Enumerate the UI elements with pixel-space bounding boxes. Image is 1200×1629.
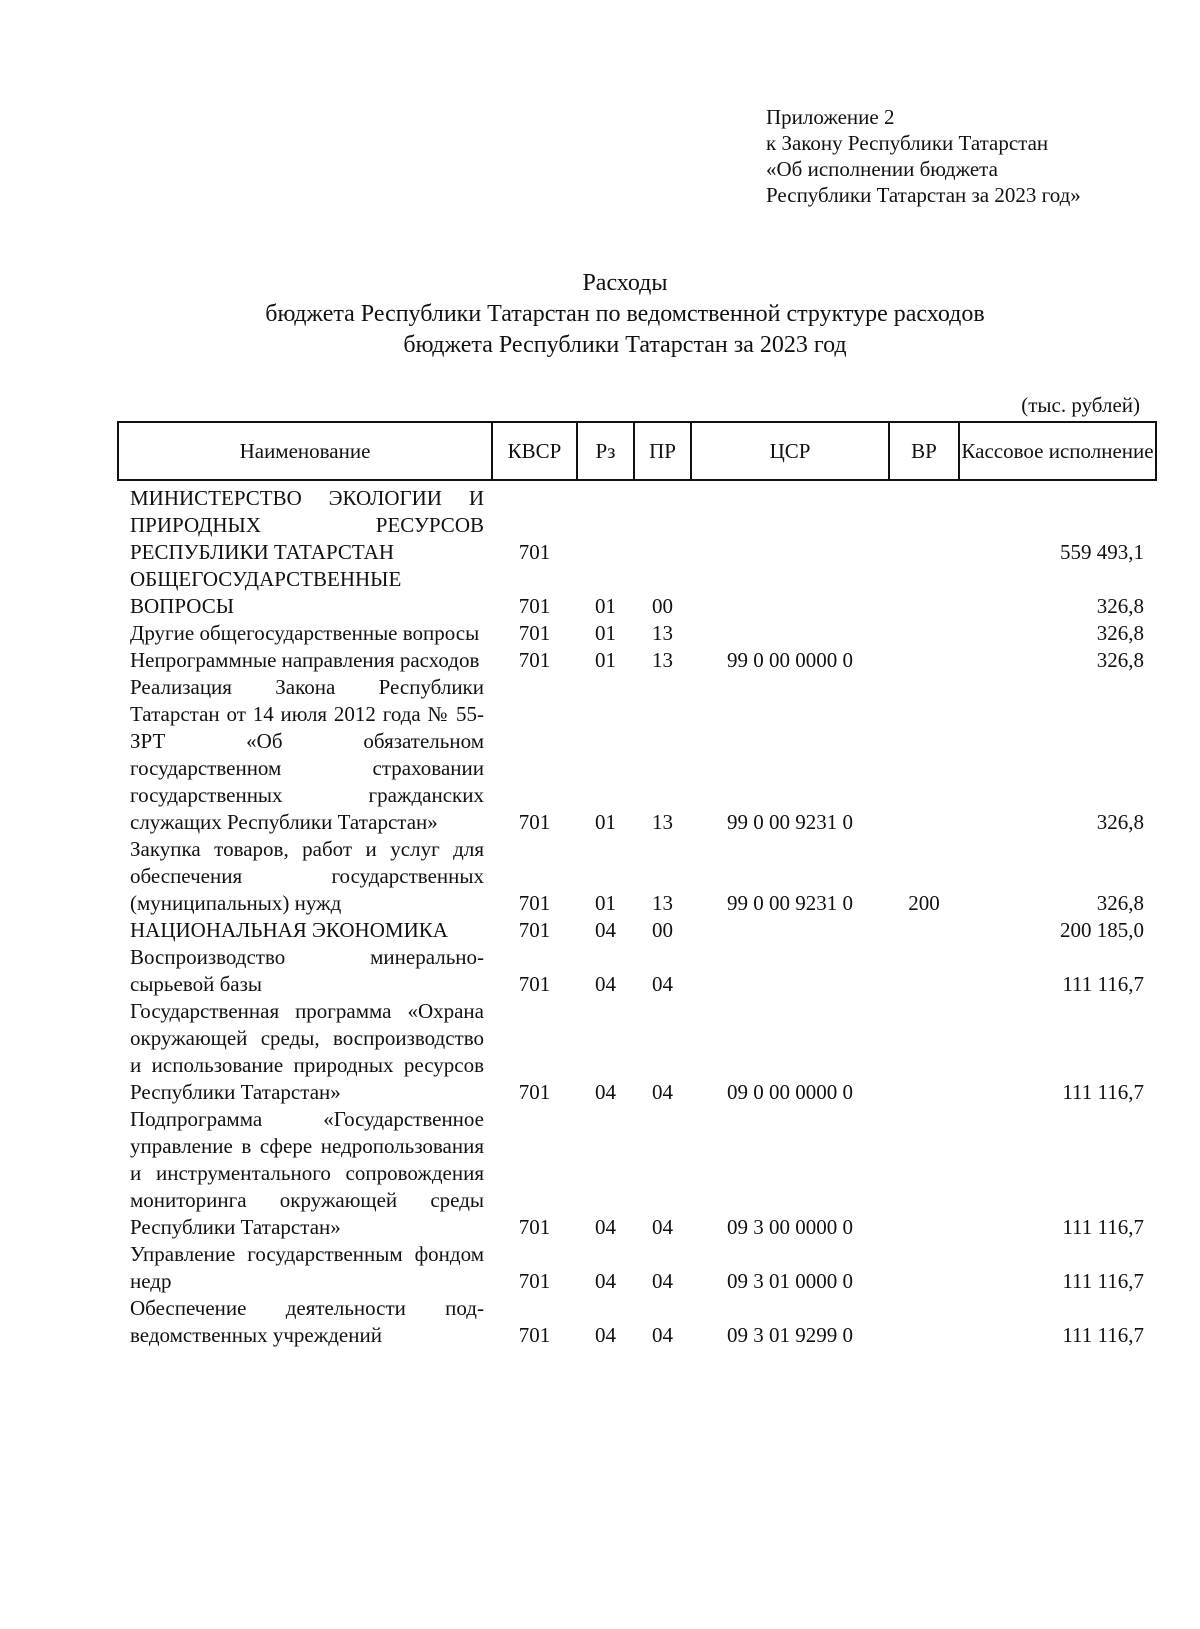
appendix-line: «Об исполнении бюджета — [766, 157, 998, 181]
cell-kvsr: 701 — [518, 891, 551, 915]
cell-vr — [889, 674, 959, 836]
cell-name: НАЦИОНАЛЬНАЯ ЭКОНОМИКА — [130, 918, 448, 942]
cell-vr — [889, 647, 959, 674]
cell-rz: 04 — [595, 1269, 616, 1293]
header-csr: ЦСР — [691, 422, 889, 480]
cell-vr — [889, 566, 959, 620]
cell-csr: 09 0 00 0000 0 — [727, 1080, 853, 1104]
cell-csr: 09 3 00 0000 0 — [727, 1215, 853, 1239]
cell-vr — [889, 620, 959, 647]
table-row — [118, 674, 1156, 836]
cell-name: Государственная программа «Охрана окружающей среды, воспроизводство и использование природных ресурсов Республики Татарстан» — [130, 999, 484, 1104]
table-row — [118, 620, 1156, 647]
cell-pr: 04 — [652, 972, 673, 996]
cell-rz: 04 — [595, 1080, 616, 1104]
cell-csr — [691, 917, 889, 944]
cell-rz: 01 — [595, 810, 616, 834]
cell-name: Подпрограмма «Государственное управление в сфере недропользования и инструментального сопровождения мониторинга окружающей среды Республики Татарстан» — [130, 1107, 484, 1239]
cell-rz: 04 — [595, 972, 616, 996]
cell-csr: 99 0 00 9231 0 — [727, 891, 853, 915]
cell-sum: 111 116,7 — [1062, 1269, 1144, 1293]
cell-kvsr: 701 — [518, 648, 551, 672]
cell-rz: 01 — [595, 648, 616, 672]
header-sum: Кассовое исполнение — [959, 422, 1156, 480]
table-body — [118, 480, 1156, 1349]
cell-sum: 326,8 — [1096, 594, 1144, 618]
cell-name: ОБЩЕГОСУДАРСТВЕННЫЕ ВОПРОСЫ — [130, 567, 402, 618]
cell-rz: 01 — [595, 594, 616, 618]
cell-sum: 111 116,7 — [1062, 1215, 1144, 1239]
cell-csr: 09 3 01 0000 0 — [727, 1269, 853, 1293]
cell-vr — [889, 998, 959, 1106]
cell-sum: 111 116,7 — [1062, 1323, 1144, 1347]
cell-csr: 09 3 01 9299 0 — [727, 1323, 853, 1347]
table-row — [118, 566, 1156, 620]
cell-pr: 13 — [652, 648, 673, 672]
cell-name: Управление государственным фондом недр — [130, 1242, 484, 1293]
units-label: (тыс. рублей) — [1021, 393, 1140, 417]
cell-csr — [691, 944, 889, 998]
cell-kvsr: 701 — [518, 918, 551, 942]
cell-rz: 01 — [595, 891, 616, 915]
cell-csr: 99 0 00 9231 0 — [727, 810, 853, 834]
cell-rz: 04 — [595, 1215, 616, 1239]
cell-pr: 04 — [652, 1269, 673, 1293]
cell-pr: 13 — [652, 621, 673, 645]
cell-vr — [889, 1295, 959, 1349]
cell-name: Обеспечение деятельности подведомственных учреждений — [130, 1296, 484, 1347]
cell-sum: 326,8 — [1096, 648, 1144, 672]
cell-pr — [634, 480, 691, 566]
cell-name: Непрограммные направления расходов — [130, 648, 480, 672]
header-rz: Рз — [577, 422, 634, 480]
title-line: бюджета Республики Татарстан за 2023 год — [403, 332, 847, 358]
table-row — [118, 917, 1156, 944]
cell-rz: 04 — [595, 1323, 616, 1347]
title-line: бюджета Республики Татарстан по ведомственной структуре расходов — [265, 301, 985, 327]
cell-pr: 13 — [652, 891, 673, 915]
cell-sum: 326,8 — [1096, 810, 1144, 834]
cell-kvsr: 701 — [518, 540, 551, 564]
cell-vr — [889, 1241, 959, 1295]
header-pr: ПР — [634, 422, 691, 480]
cell-pr: 04 — [652, 1323, 673, 1347]
cell-rz: 04 — [595, 918, 616, 942]
cell-kvsr: 701 — [518, 1269, 551, 1293]
expenditure-table — [117, 421, 1157, 1349]
header-kvsr: КВСР — [492, 422, 577, 480]
cell-vr — [889, 1106, 959, 1241]
cell-rz: 01 — [595, 621, 616, 645]
cell-sum: 326,8 — [1096, 891, 1144, 915]
cell-pr: 04 — [652, 1215, 673, 1239]
cell-kvsr: 701 — [518, 810, 551, 834]
cell-name: МИНИСТЕРСТВО ЭКОЛОГИИ И ПРИРОДНЫХ РЕСУРСОВ РЕСПУБЛИКИ ТАТАРСТАН — [130, 486, 484, 564]
header-name: Наименование — [118, 422, 492, 480]
cell-sum: 200 185,0 — [1060, 918, 1144, 942]
cell-kvsr: 701 — [518, 1080, 551, 1104]
cell-name: Реализация Закона Республики Татарстан от 14 июля 2012 года № 55-ЗРТ «Об обязательном государственном страховании государственных гражданских служащих Республики Татарстан» — [130, 675, 484, 834]
cell-vr — [889, 917, 959, 944]
title-line: Расходы — [582, 270, 668, 296]
table-row — [118, 1241, 1156, 1295]
cell-csr — [691, 566, 889, 620]
cell-pr: 13 — [652, 810, 673, 834]
cell-vr: 200 — [908, 891, 940, 915]
cell-pr: 04 — [652, 1080, 673, 1104]
table-row — [118, 480, 1156, 566]
appendix-line: к Закону Республики Татарстан — [766, 131, 1049, 155]
cell-sum: 559 493,1 — [1060, 540, 1144, 564]
cell-vr — [889, 944, 959, 998]
table-header — [118, 422, 1156, 480]
appendix-line: Приложение 2 — [766, 105, 895, 129]
cell-sum: 326,8 — [1096, 621, 1144, 645]
table-row — [118, 1106, 1156, 1241]
cell-sum: 111 116,7 — [1062, 972, 1144, 996]
table-row — [118, 647, 1156, 674]
cell-pr: 00 — [652, 594, 673, 618]
table-row — [118, 836, 1156, 917]
appendix-line: Республики Татарстан за 2023 год» — [766, 183, 1081, 207]
cell-kvsr: 701 — [518, 1215, 551, 1239]
table-row — [118, 1295, 1156, 1349]
document-title — [120, 268, 1130, 361]
appendix-note — [766, 104, 1081, 208]
cell-name: Другие общегосударственные вопросы — [130, 621, 480, 645]
cell-kvsr: 701 — [518, 621, 551, 645]
cell-rz — [577, 480, 634, 566]
cell-name: Закупка товаров, работ и услуг для обеспечения государственных (муниципальных) нужд — [130, 837, 484, 915]
cell-name: Воспроизводство минерально-сырьевой базы — [130, 945, 484, 996]
cell-kvsr: 701 — [518, 1323, 551, 1347]
cell-kvsr: 701 — [518, 972, 551, 996]
cell-csr — [691, 620, 889, 647]
table-row — [118, 998, 1156, 1106]
cell-pr: 00 — [652, 918, 673, 942]
cell-csr: 99 0 00 0000 0 — [727, 648, 853, 672]
cell-vr — [889, 480, 959, 566]
cell-csr — [691, 480, 889, 566]
cell-kvsr: 701 — [518, 594, 551, 618]
header-vr: ВР — [889, 422, 959, 480]
table-row — [118, 944, 1156, 998]
cell-sum: 111 116,7 — [1062, 1080, 1144, 1104]
